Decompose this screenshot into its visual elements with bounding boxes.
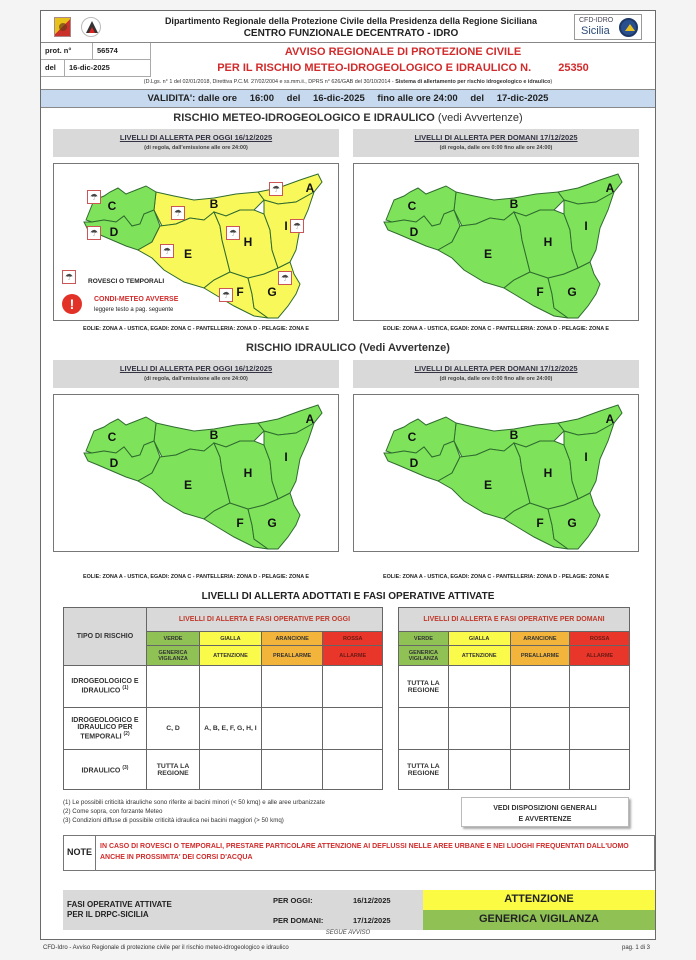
col-gialla-color: GIALLA xyxy=(200,632,262,646)
validity-del1: del xyxy=(286,93,301,104)
note-text: IN CASO DI ROVESCI O TEMPORALI, PRESTARE PARTICOLARE ATTENZIONE AI DEFLUSSI NELLE AREE URBANE E NEI LUOGHI FREQUENTATI DALL'UOMO ANCHE IN PROSSIMITA' DEI CORSI D'ACQUA xyxy=(100,843,629,861)
cell xyxy=(146,666,199,708)
col-verde-color: VERDE xyxy=(399,632,449,646)
cell xyxy=(448,750,510,790)
zone-i-label: I xyxy=(284,219,288,233)
footnote-1: (1) Le possibili criticità idrauliche sono riferite ai bacini minori (< 50 kmq) e alle aree urbanizzate xyxy=(63,799,325,806)
col-gialla-phase: ATTENZIONE xyxy=(448,646,510,666)
zone-i-label: I xyxy=(584,219,588,233)
idraulico-section-title xyxy=(41,342,655,354)
zone-e-label: E xyxy=(483,247,493,261)
row-sup: (3) xyxy=(122,764,129,771)
fasi-label xyxy=(67,900,172,920)
zone-b-label: B xyxy=(209,197,219,211)
zone-h-label: H xyxy=(543,466,553,480)
levels-table-today xyxy=(63,607,383,790)
meteo-today-header xyxy=(53,129,339,157)
footnote-3: (3) Condizioni diffuse di possibile criticità idraulica nei bacini maggiori (> 50 kmq) xyxy=(63,817,284,824)
cell xyxy=(510,750,570,790)
storm-icon: ☂ xyxy=(290,219,304,233)
centre-name: CENTRO FUNZIONALE DECENTRATO - IDRO xyxy=(243,28,459,39)
zone-g-label: G xyxy=(567,516,577,530)
legal-text: (D.Lgs. n° 1 del 02/01/2018, Direttiva P.C.M. 27/02/2004 e ss.mm.ii., DPRS n° 626/GAB del 30/10/2014 - xyxy=(143,79,396,85)
col-arancione-color: ARANCIONE xyxy=(261,632,323,646)
zone-h-label: H xyxy=(243,466,253,480)
domani-header: LIVELLI DI ALLERTA E FASI OPERATIVE PER DOMANI xyxy=(399,608,630,632)
warning-sub: leggere testo a pag. seguente xyxy=(94,307,174,313)
validity-from-time: 16:00 xyxy=(249,93,274,104)
fasi-oggi-date: 16/12/2025 xyxy=(353,896,391,905)
idraulico-title-suffix: (Vedi Avvertenze) xyxy=(356,342,450,354)
col-rossa-phase: ALLARME xyxy=(323,646,383,666)
idro-tomorrow-sub: (di regola, dalle ore 0:00 fino alle ore 24:00) xyxy=(439,376,553,382)
zone-note-meteo-today: EOLIE: ZONA A - USTICA, EGADI: ZONA C - PANTELLERIA: ZONA D - PELAGIE: ZONA E xyxy=(83,326,309,332)
vedi-line1: VEDI DISPOSIZIONI GENERALI xyxy=(493,805,597,812)
cell: TUTTA LA REGIONE xyxy=(146,750,199,790)
cell xyxy=(570,708,630,750)
col-verde-phase: GENERICA VIGILANZA xyxy=(146,646,199,666)
zone-c-label: C xyxy=(107,430,117,444)
levels-table-tomorrow xyxy=(398,607,630,790)
table-row xyxy=(399,708,630,750)
prot-value: 56574 xyxy=(93,43,151,60)
zone-note-meteo-tomorrow: EOLIE: ZONA A - USTICA, EGADI: ZONA C - PANTELLERIA: ZONA D - PELAGIE: ZONA E xyxy=(383,326,609,332)
idro-today-header xyxy=(53,360,339,388)
col-verde-phase: GENERICA VIGILANZA xyxy=(399,646,449,666)
cell xyxy=(570,750,630,790)
cell: TUTTA LA REGIONE xyxy=(399,750,449,790)
cell xyxy=(510,666,570,708)
col-rossa-color: ROSSA xyxy=(323,632,383,646)
col-rossa-color: ROSSA xyxy=(570,632,630,646)
zone-e-label: E xyxy=(483,478,493,492)
title-line1: AVVISO REGIONALE DI PROTEZIONE CIVILE xyxy=(284,46,522,58)
cfd-seal-icon xyxy=(619,18,638,37)
title-line2-text: PER IL RISCHIO METEO-IDROGEOLOGICO E IDRAULICO N. xyxy=(217,62,532,74)
zone-a-label: A xyxy=(305,181,315,195)
map-meteo-today xyxy=(53,163,339,321)
idro-today-title: LIVELLI DI ALLERTA PER OGGI 16/12/2025 xyxy=(119,364,273,373)
map-meteo-tomorrow xyxy=(353,163,639,321)
storm-icon: ☂ xyxy=(160,244,174,258)
protocol-box xyxy=(41,43,151,77)
col-gialla-phase: ATTENZIONE xyxy=(200,646,262,666)
storm-icon: ☂ xyxy=(171,206,185,220)
cell: A, B, E, F, G, H, I xyxy=(200,708,262,750)
warning-icon: ! xyxy=(62,294,82,314)
fasi-oggi-label: PER OGGI: xyxy=(273,896,313,905)
department-name: Dipartimento Regionale della Protezione Civile della Presidenza della Regione Siciliana xyxy=(164,16,538,26)
note-box xyxy=(63,835,655,871)
zone-e-label: E xyxy=(183,247,193,261)
map-idro-tomorrow xyxy=(353,394,639,552)
idro-today-sub: (di regola, dall'emissione alle ore 24:00) xyxy=(144,376,248,382)
prot-label: prot. n° xyxy=(41,43,93,60)
zone-h-label: H xyxy=(543,235,553,249)
del-label: del xyxy=(41,60,65,77)
zone-f-label: F xyxy=(536,516,544,530)
table-row xyxy=(399,666,630,708)
row-tipo xyxy=(64,750,147,790)
storm-icon: ☂ xyxy=(278,271,292,285)
header xyxy=(41,11,655,43)
zone-g-label: G xyxy=(267,516,277,530)
col-verde-color: VERDE xyxy=(146,632,199,646)
row-sup: (2) xyxy=(123,730,130,737)
validity-until: fino alle ore 24:00 xyxy=(377,93,458,104)
levels-title: LIVELLI DI ALLERTA ADOTTATI E FASI OPERATIVE ATTIVATE xyxy=(201,591,495,602)
legal-text-bold: Sistema di allertamento per rischio idrogeologico e idraulico xyxy=(395,79,551,85)
idraulico-title-text: RISCHIO IDRAULICO xyxy=(246,342,357,354)
zone-f-label: F xyxy=(236,516,244,530)
storm-icon: ☂ xyxy=(219,288,233,302)
segue-avviso: SEGUE AVVISO xyxy=(325,930,371,936)
cell xyxy=(570,666,630,708)
cell xyxy=(261,708,323,750)
cell xyxy=(448,708,510,750)
operative-phases xyxy=(63,890,655,930)
storm-icon: ☂ xyxy=(87,190,101,204)
zone-b-label: B xyxy=(509,428,519,442)
fasi-label-line1: FASI OPERATIVE ATTIVATE xyxy=(67,900,172,909)
row-tipo-text: IDROGEOLOGICO E IDRAULICO xyxy=(71,678,139,695)
zone-note-idro-today: EOLIE: ZONA A - USTICA, EGADI: ZONA C - PANTELLERIA: ZONA D - PELAGIE: ZONA E xyxy=(83,574,309,580)
meteo-tomorrow-title: LIVELLI DI ALLERTA PER DOMANI 17/12/2025 xyxy=(414,133,578,142)
zone-c-label: C xyxy=(107,199,117,213)
zone-d-label: D xyxy=(409,456,419,470)
map-idro-today xyxy=(53,394,339,552)
fasi-label-line2: PER IL DRPC-SICILIA xyxy=(67,910,149,919)
zone-f-label: F xyxy=(536,285,544,299)
zone-h-label: H xyxy=(243,235,253,249)
sicily-region-logo-icon xyxy=(54,17,71,37)
meteo-today-sub: (di regola, dall'emissione alle ore 24:00) xyxy=(144,145,248,151)
cfd-logo-line1: CFD-IDRO xyxy=(579,17,614,24)
col-arancione-color: ARANCIONE xyxy=(510,632,570,646)
oggi-header: LIVELLI DI ALLERTA E FASI OPERATIVE PER OGGI xyxy=(146,608,382,632)
zone-d-label: D xyxy=(109,225,119,239)
zone-b-label: B xyxy=(209,428,219,442)
idro-tomorrow-header xyxy=(353,360,639,388)
cell xyxy=(200,750,262,790)
fasi-domani-value: GENERICA VIGILANZA xyxy=(423,910,655,930)
meteo-title-suffix: (vedi Avvertenze) xyxy=(434,112,523,124)
cell xyxy=(323,750,383,790)
meteo-tomorrow-header xyxy=(353,129,639,157)
validity-from-date: 16-dic-2025 xyxy=(313,93,365,104)
meteo-today-title: LIVELLI DI ALLERTA PER OGGI 16/12/2025 xyxy=(119,133,273,142)
bulletin-page xyxy=(40,10,656,940)
storm-icon: ☂ xyxy=(87,226,101,240)
row-tipo-text: IDROGEOLOGICO E IDRAULICO PER TEMPORALI xyxy=(71,716,139,741)
row-tipo-text: IDRAULICO xyxy=(81,767,121,775)
cfd-idro-logo xyxy=(574,14,642,40)
bulletin-number: 25350 xyxy=(558,62,589,74)
sicily-zone-map xyxy=(354,395,638,551)
zone-a-label: A xyxy=(605,181,615,195)
vedi-line2: E AVVERTENZE xyxy=(518,816,572,823)
title-line2 xyxy=(151,62,655,74)
meteo-tomorrow-sub: (di regola, dalle ore 0:00 fino alle ore 24:00) xyxy=(439,145,553,151)
footnotes xyxy=(63,798,325,825)
storm-icon: ☂ xyxy=(226,226,240,240)
table-row xyxy=(399,750,630,790)
footnote-2: (2) Come sopra, con forzante Meteo xyxy=(63,808,163,815)
note-label: NOTE xyxy=(64,836,96,870)
zone-i-label: I xyxy=(284,450,288,464)
col-gialla-color: GIALLA xyxy=(448,632,510,646)
cell xyxy=(323,708,383,750)
zone-note-idro-tomorrow: EOLIE: ZONA A - USTICA, EGADI: ZONA C - PANTELLERIA: ZONA D - PELAGIE: ZONA E xyxy=(383,574,609,580)
cell xyxy=(261,750,323,790)
zone-i-label: I xyxy=(584,450,588,464)
storm-icon: ☂ xyxy=(269,182,283,196)
fasi-domani-label: PER DOMANI: xyxy=(273,916,324,925)
fasi-oggi-value: ATTENZIONE xyxy=(423,890,655,910)
cell xyxy=(510,708,570,750)
zone-g-label: G xyxy=(567,285,577,299)
cell xyxy=(399,708,449,750)
row-sup: (1) xyxy=(122,685,129,692)
sicily-zone-map xyxy=(354,164,638,320)
cfd-logo-line2: Sicilia xyxy=(581,25,610,37)
zone-d-label: D xyxy=(109,456,119,470)
cell: C, D xyxy=(146,708,199,750)
zone-e-label: E xyxy=(183,478,193,492)
zone-a-label: A xyxy=(305,412,315,426)
cell xyxy=(200,666,262,708)
validity-to-date: 17-dic-2025 xyxy=(496,93,549,104)
meteo-section-title xyxy=(41,112,655,124)
zone-f-label: F xyxy=(236,285,244,299)
validity-bar xyxy=(41,90,655,108)
table-row xyxy=(64,666,383,708)
idro-tomorrow-title: LIVELLI DI ALLERTA PER DOMANI 17/12/2025 xyxy=(414,364,578,373)
legend-storm-icon: ☂ xyxy=(62,270,76,284)
row-tipo xyxy=(64,666,147,708)
table-row xyxy=(64,750,383,790)
legal-reference xyxy=(41,77,655,90)
page-number: pag. 1 di 3 xyxy=(622,945,651,951)
cell xyxy=(448,666,510,708)
document-footer: CFD-Idro - Avviso Regionale di protezione civile per il rischio meteo-idrogeologico e idraulico xyxy=(43,945,289,951)
cell xyxy=(323,666,383,708)
zone-g-label: G xyxy=(267,285,277,299)
zone-c-label: C xyxy=(407,199,417,213)
zone-d-label: D xyxy=(409,225,419,239)
zone-c-label: C xyxy=(407,430,417,444)
col-arancione-phase: PREALLARME xyxy=(261,646,323,666)
sicily-zone-map xyxy=(54,395,338,551)
legal-text-end: ) xyxy=(550,79,553,85)
validity-label: VALIDITA': dalle ore xyxy=(147,93,238,104)
fasi-domani-date: 17/12/2025 xyxy=(353,916,391,925)
warning-title: CONDI-METEO AVVERSE xyxy=(94,296,179,303)
cell: TUTTA LA REGIONE xyxy=(399,666,449,708)
validity-del2: del xyxy=(470,93,485,104)
table-row xyxy=(64,708,383,750)
legend-storms-label: ROVESCI O TEMPORALI xyxy=(88,278,165,285)
cell xyxy=(261,666,323,708)
col-rossa-phase: ALLARME xyxy=(570,646,630,666)
civil-protection-logo-icon xyxy=(81,17,101,37)
row-tipo xyxy=(64,708,147,750)
zone-a-label: A xyxy=(605,412,615,426)
meteo-title-text: RISCHIO METEO-IDROGEOLOGICO E IDRAULICO xyxy=(173,112,435,124)
vedi-disposizioni-button[interactable] xyxy=(461,797,629,827)
col-arancione-phase: PREALLARME xyxy=(510,646,570,666)
zone-b-label: B xyxy=(509,197,519,211)
del-value: 16-dic-2025 xyxy=(65,60,151,77)
tipo-header: TIPO DI RISCHIO xyxy=(64,608,147,666)
